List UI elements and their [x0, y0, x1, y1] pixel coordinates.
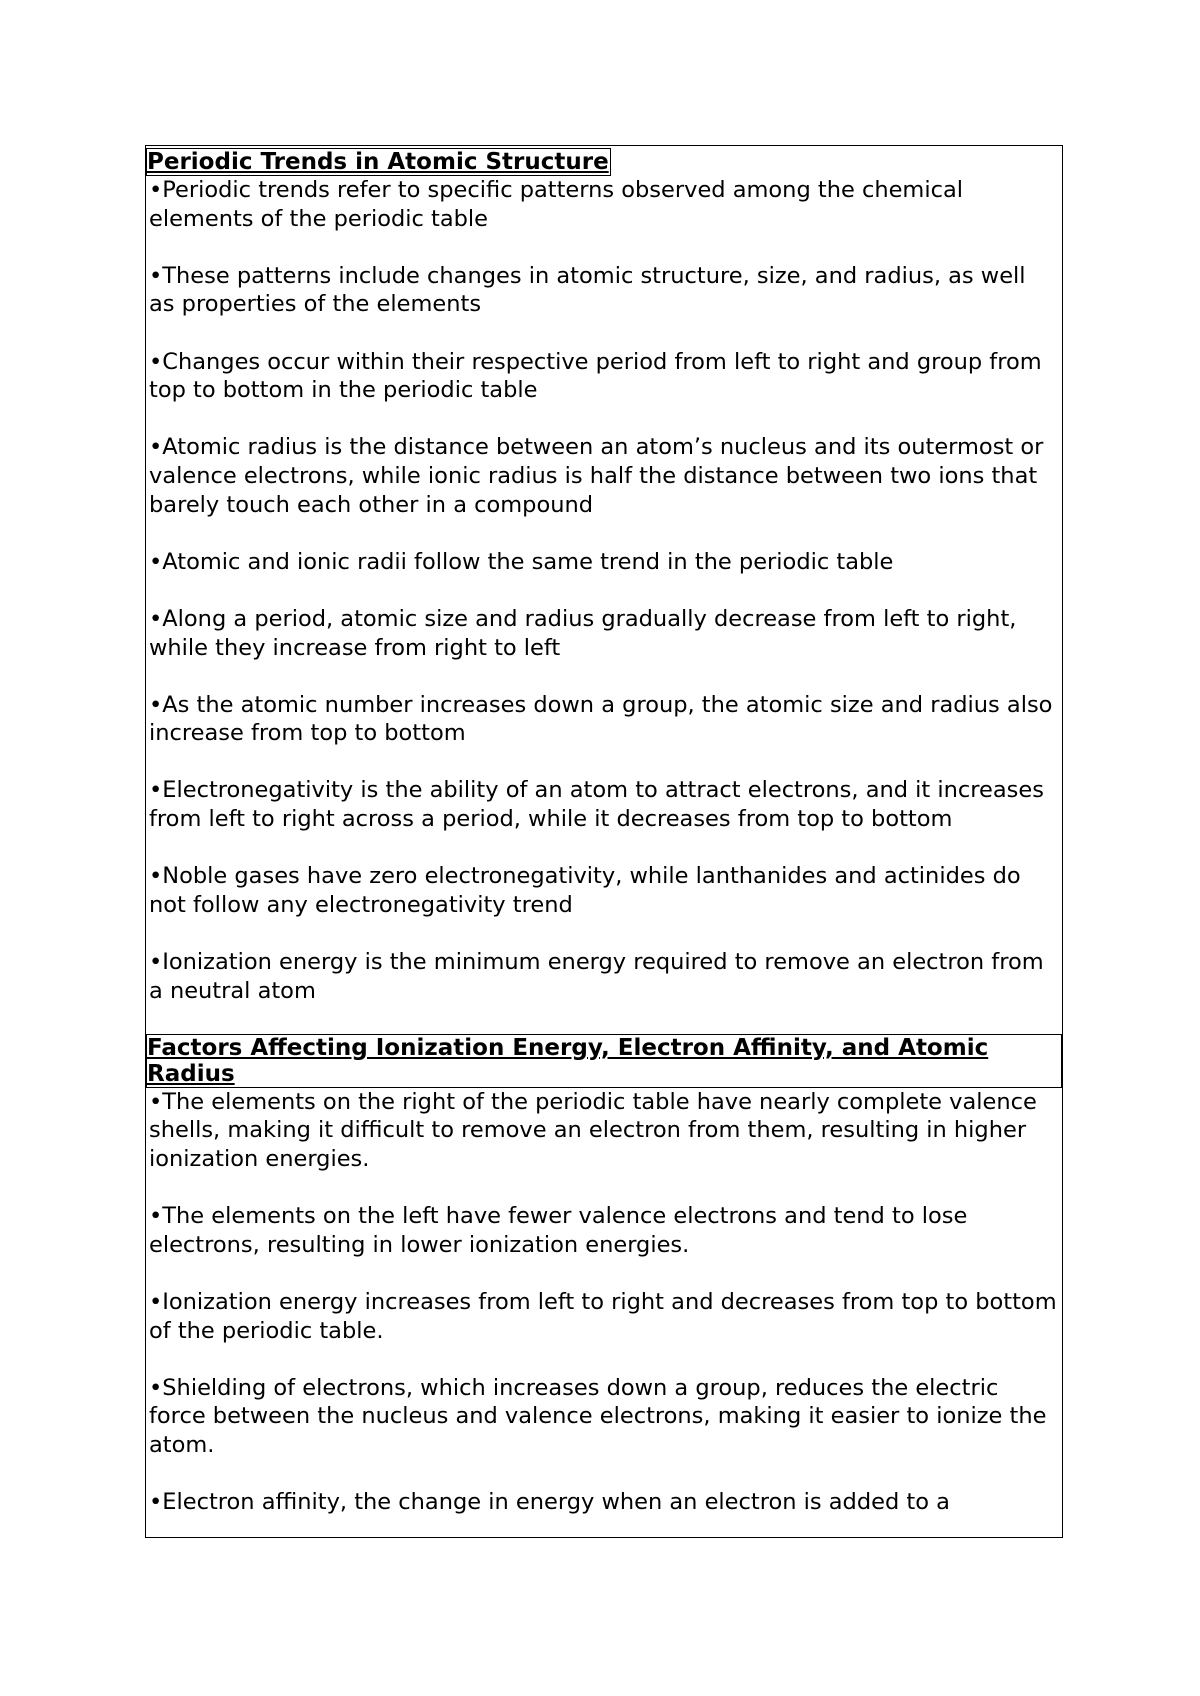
document-content-box	[145, 145, 1063, 1538]
bullet-item: •The elements on the right of the periodic table have nearly complete valence shells, making it difficult to remove an electron from them, resulting in higher ionization energies.	[149, 1088, 1037, 1172]
bullet-item: •Electron affinity, the change in energy when an electron is added to a	[149, 1489, 950, 1516]
section-factors-ionization	[149, 1034, 1062, 1517]
bullet-item: •As the atomic number increases down a group, the atomic size and radius also increase from top to bottom	[149, 691, 1053, 747]
bullet-item: •Shielding of electrons, which increases down a group, reduces the electric force between the nucleus and valence electrons, making it easier to ionize the atom.	[149, 1374, 1047, 1458]
bullet-item: •Ionization energy increases from left to right and decreases from top to bottom of the periodic table.	[149, 1288, 1057, 1344]
bullet-item: •Ionization energy is the minimum energy required to remove an electron from a neutral atom	[149, 949, 1044, 1004]
bullet-item: •These patterns include changes in atomic structure, size, and radius, as well as properties of the elements	[149, 262, 1026, 318]
bullet-item: •The elements on the left have fewer valence electrons and tend to lose electrons, resulting in lower ionization energies.	[149, 1203, 968, 1258]
bullet-item: •Atomic radius is the distance between an atom’s nucleus and its outermost or valence electrons, while ionic radius is half the distance between two ions that barely touch each other in a compound	[149, 434, 1044, 518]
bullet-item: •Electronegativity is the ability of an atom to attract electrons, and it increases from left to right across a period, while it decreases from top to bottom	[149, 777, 1044, 833]
bullet-item: •Periodic trends refer to specific patterns observed among the chemical elements of the periodic table	[149, 177, 964, 232]
section-heading: Periodic Trends in Atomic Structure	[147, 149, 609, 175]
section-heading: Factors Affecting Ionization Energy, Electron Affinity, and Atomic Radius	[146, 1034, 1062, 1088]
bullet-item: •Noble gases have zero electronegativity, while lanthanides and actinides do not follow any electronegativity trend	[149, 863, 1021, 918]
bullet-item: •Along a period, atomic size and radius gradually decrease from left to right, while they increase from right to left	[149, 605, 1017, 661]
bullet-item: •Atomic and ionic radii follow the same trend in the periodic table	[149, 548, 894, 575]
bullet-item: •Changes occur within their respective period from left to right and group from top to bottom in the periodic table	[149, 348, 1042, 404]
section-periodic-trends	[149, 146, 1062, 1005]
